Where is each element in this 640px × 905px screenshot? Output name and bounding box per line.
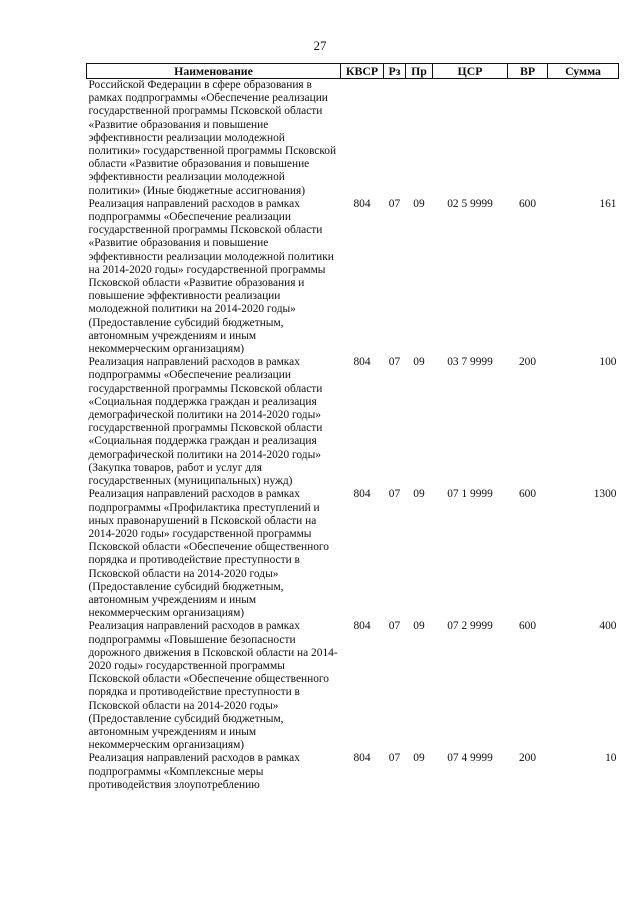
cell-pr: 09 bbox=[413, 197, 425, 210]
cell-vr: 600 bbox=[518, 488, 537, 501]
cell-csr: 07 1 9999 bbox=[447, 488, 493, 501]
page-number: 27 bbox=[313, 38, 327, 53]
cell-sum: 400 bbox=[599, 620, 617, 633]
cell-pr: 09 bbox=[413, 356, 425, 369]
header-vr: ВР bbox=[508, 64, 548, 79]
cell-rz: 07 bbox=[388, 488, 401, 501]
cell-kvsr: 804 bbox=[353, 197, 371, 210]
cell-name: Реализация направлений расходов в рамках подпрограммы «Комплексные меры противодействия злоупотреблению bbox=[88, 752, 300, 791]
cell-name: Реализация направлений расходов в рамках подпрограммы «Обеспечение реализации государственной программы Псковской области «Развитие образования и повышение эффективности реализации молодежной политики на 2014-2020 годы» государственной программы Псковской области «Развитие образования и повышение эффективности реализации молодежной политики на 2014-2020 годы» (Предоставление субсидий бюджетным, автономным учреждениям и иным некоммерческим организациям) bbox=[88, 197, 334, 356]
table-row bbox=[87, 79, 619, 198]
cell-vr: 200 bbox=[518, 752, 537, 765]
cell-kvsr: 804 bbox=[353, 620, 371, 633]
cell-kvsr bbox=[341, 79, 384, 198]
cell-vr: 200 bbox=[518, 356, 537, 369]
cell-csr: 03 7 9999 bbox=[447, 356, 493, 369]
cell-rz: 07 bbox=[388, 752, 401, 765]
header-pr: Пр bbox=[406, 64, 433, 79]
cell-csr: 02 5 9999 bbox=[447, 197, 493, 210]
cell-kvsr: 804 bbox=[353, 488, 371, 501]
header-sum: Сумма bbox=[548, 64, 619, 79]
cell-sum bbox=[548, 79, 619, 198]
cell-name: Реализация направлений расходов в рамках подпрограммы «Повышение безопасности дорожного движения в Псковской области на 2014-2020 годы» государственной программы Псковской области «Обеспечение общественного порядка и противодействие преступности в Псковской области на 2014-2020 годы» (Предоставление субсидий бюджетным, автономным учреждениям и иным некоммерческим организациям) bbox=[88, 620, 338, 752]
cell-sum: 161 bbox=[599, 197, 617, 210]
cell-csr bbox=[433, 79, 508, 198]
cell-kvsr: 804 bbox=[353, 356, 371, 369]
cell-name: Реализация направлений расходов в рамках подпрограммы «Обеспечение реализации государственной программы Псковской области «Социальная поддержка граждан и реализация демографической политики на 2014-2020 годы» государственной программы Псковской области «Социальная поддержка граждан и реализация демографической политики на 2014-2020 годы» (Закупка товаров, работ и услуг для государственных (муниципальных) нужд) bbox=[88, 356, 323, 488]
table-row bbox=[87, 752, 619, 792]
table-header-row bbox=[87, 64, 619, 79]
header-csr: ЦСР bbox=[433, 64, 508, 79]
table-row bbox=[87, 488, 619, 620]
table-row bbox=[87, 198, 619, 356]
cell-vr bbox=[508, 79, 548, 198]
cell-pr bbox=[406, 79, 433, 198]
cell-vr: 600 bbox=[518, 620, 537, 633]
cell-pr: 09 bbox=[413, 752, 425, 765]
cell-rz: 07 bbox=[388, 620, 401, 633]
cell-pr: 09 bbox=[413, 620, 425, 633]
cell-rz: 07 bbox=[388, 356, 401, 369]
header-kvsr: КВСР bbox=[341, 64, 384, 79]
budget-table bbox=[86, 63, 619, 792]
cell-vr: 600 bbox=[518, 197, 537, 210]
header-name: Наименование bbox=[87, 64, 341, 79]
header-rz: Рз bbox=[384, 64, 406, 79]
cell-name: Реализация направлений расходов в рамках подпрограммы «Профилактика преступлений и иных правонарушений в Псковской области на 2014-2020 годы» государственной программы Псковской области «Обеспечение общественного порядка и противодействие преступности в Псковской области на 2014-2020 годы» (Предоставление субсидий бюджетным, автономным учреждениям и иным некоммерческим организациям) bbox=[88, 488, 329, 620]
cell-csr: 07 4 9999 bbox=[447, 752, 493, 765]
cell-kvsr: 804 bbox=[353, 752, 371, 765]
cell-sum: 10 bbox=[605, 752, 617, 765]
cell-name: Российской Федерации в сфере образования в рамках подпрограммы «Обеспечение реализации государственной программы Псковской области «Развитие образования и повышение эффективности реализации молодежной политики» государственной программы Псковской области «Развитие образования и повышение эффективности реализации молодежной политики» (Иные бюджетные ассигнования) bbox=[88, 79, 337, 197]
cell-rz: 07 bbox=[388, 197, 401, 210]
cell-sum: 100 bbox=[599, 356, 617, 369]
cell-pr: 09 bbox=[413, 488, 425, 501]
cell-sum: 1300 bbox=[593, 488, 617, 501]
table-row bbox=[87, 620, 619, 752]
cell-csr: 07 2 9999 bbox=[447, 620, 493, 633]
cell-rz bbox=[384, 79, 406, 198]
table-row bbox=[87, 356, 619, 488]
